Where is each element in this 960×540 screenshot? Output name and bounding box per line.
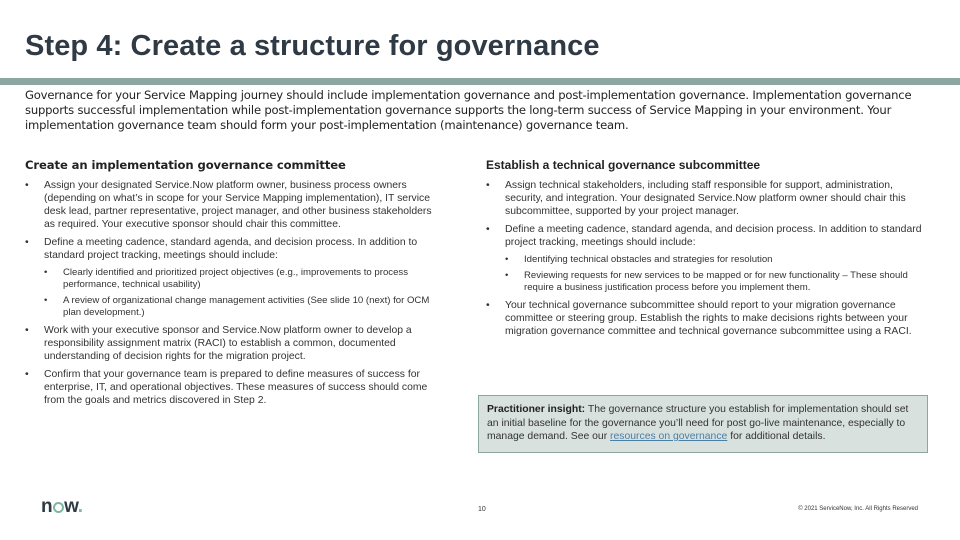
copyright-notice: © 2021 ServiceNow, Inc. All Rights Reserved <box>798 506 918 512</box>
servicenow-logo: n w. <box>41 496 83 517</box>
insight-text-end: for additional details. <box>727 431 826 442</box>
sub-list-item: • Clearly identified and prioritized project objectives (e.g., improvements to process performance, technical usability) <box>44 267 443 291</box>
intro-paragraph: Governance for your Service Mapping journey should include implementation governance and post-implementation governance. Implementation governance supports successful implementation while post-implementation governance supports the long-term success of Service Mapping in your environment. Your implementation governance team should form your post-implementation (maintenance) governance team. <box>25 88 912 132</box>
list-item: • Define a meeting cadence, standard agenda, and decision process. In addition to standard project tracking, meetings should include: • Identifying technical obstacles and strategies for resolution • Reviewing requests for new services to be mapped or for new functionality – These should require a business justification process before you implement them. <box>486 223 931 294</box>
logo-o-ring-icon <box>53 502 64 513</box>
insight-label: Practitioner insight: <box>487 404 586 415</box>
sub-list-item: • A review of organizational change management activities (See slide 10 (next) for OCM plan development.) <box>44 295 443 319</box>
left-column-heading: Create an implementation governance committee <box>25 158 346 172</box>
title-divider <box>0 78 960 85</box>
list-item: • Define a meeting cadence, standard agenda, and decision process. In addition to standard project tracking, meetings should include: • Clearly identified and prioritized project objectives (e.g., improvements to process performance, technical usability) • A review of organizational change management activities (See slide 10 (next) for OCM plan development.) <box>25 236 443 319</box>
insight-text: The governance structure you establish for implementation should set an initial baseline for the governance you’ll need for post go-live maintenance, especially to manage demand. See our <box>487 404 909 442</box>
list-item: • Confirm that your governance team is prepared to define measures of success for enterprise, IT, and operational objectives. These measures of success should come from the goals and metrics discovered in Step 2. <box>25 368 443 407</box>
right-column-heading: Establish a technical governance subcommittee <box>486 158 761 172</box>
practitioner-insight-box <box>478 395 928 453</box>
page-title: Step 4: Create a structure for governance <box>25 30 600 62</box>
list-item: • Assign technical stakeholders, including staff responsible for support, administration, security, and integration. Your designated Service.Now platform owner should chair this subcommittee, supported by your project manager. <box>486 179 931 218</box>
list-item: • Assign your designated Service.Now platform owner, business process owners (depending on what’s in scope for your Service Mapping implementation), IT service desk lead, partner representative, project manager, and other business stakeholders as required. Your executive sponsor should chair this committee. <box>25 179 443 231</box>
list-item: • Your technical governance subcommittee should report to your migration governance committee or steering group. Establish the rights to make decisions rights between your migration governance committee and technical governance subcommittee using a RACI. <box>486 299 931 338</box>
sub-list-item: • Reviewing requests for new services to be mapped or for new functionality – These should require a business justification process before you implement them. <box>505 270 931 294</box>
sub-list-item: • Identifying technical obstacles and strategies for resolution <box>505 254 931 266</box>
right-column-list <box>486 179 931 343</box>
page-number: 10 <box>478 506 486 513</box>
resources-on-governance-link[interactable]: resources on governance <box>610 431 728 442</box>
left-column-list <box>25 179 443 412</box>
list-item: • Work with your executive sponsor and Service.Now platform owner to develop a responsibility assignment matrix (RACI) to establish a common, documented understanding of decision rights for the migration project. <box>25 324 443 363</box>
